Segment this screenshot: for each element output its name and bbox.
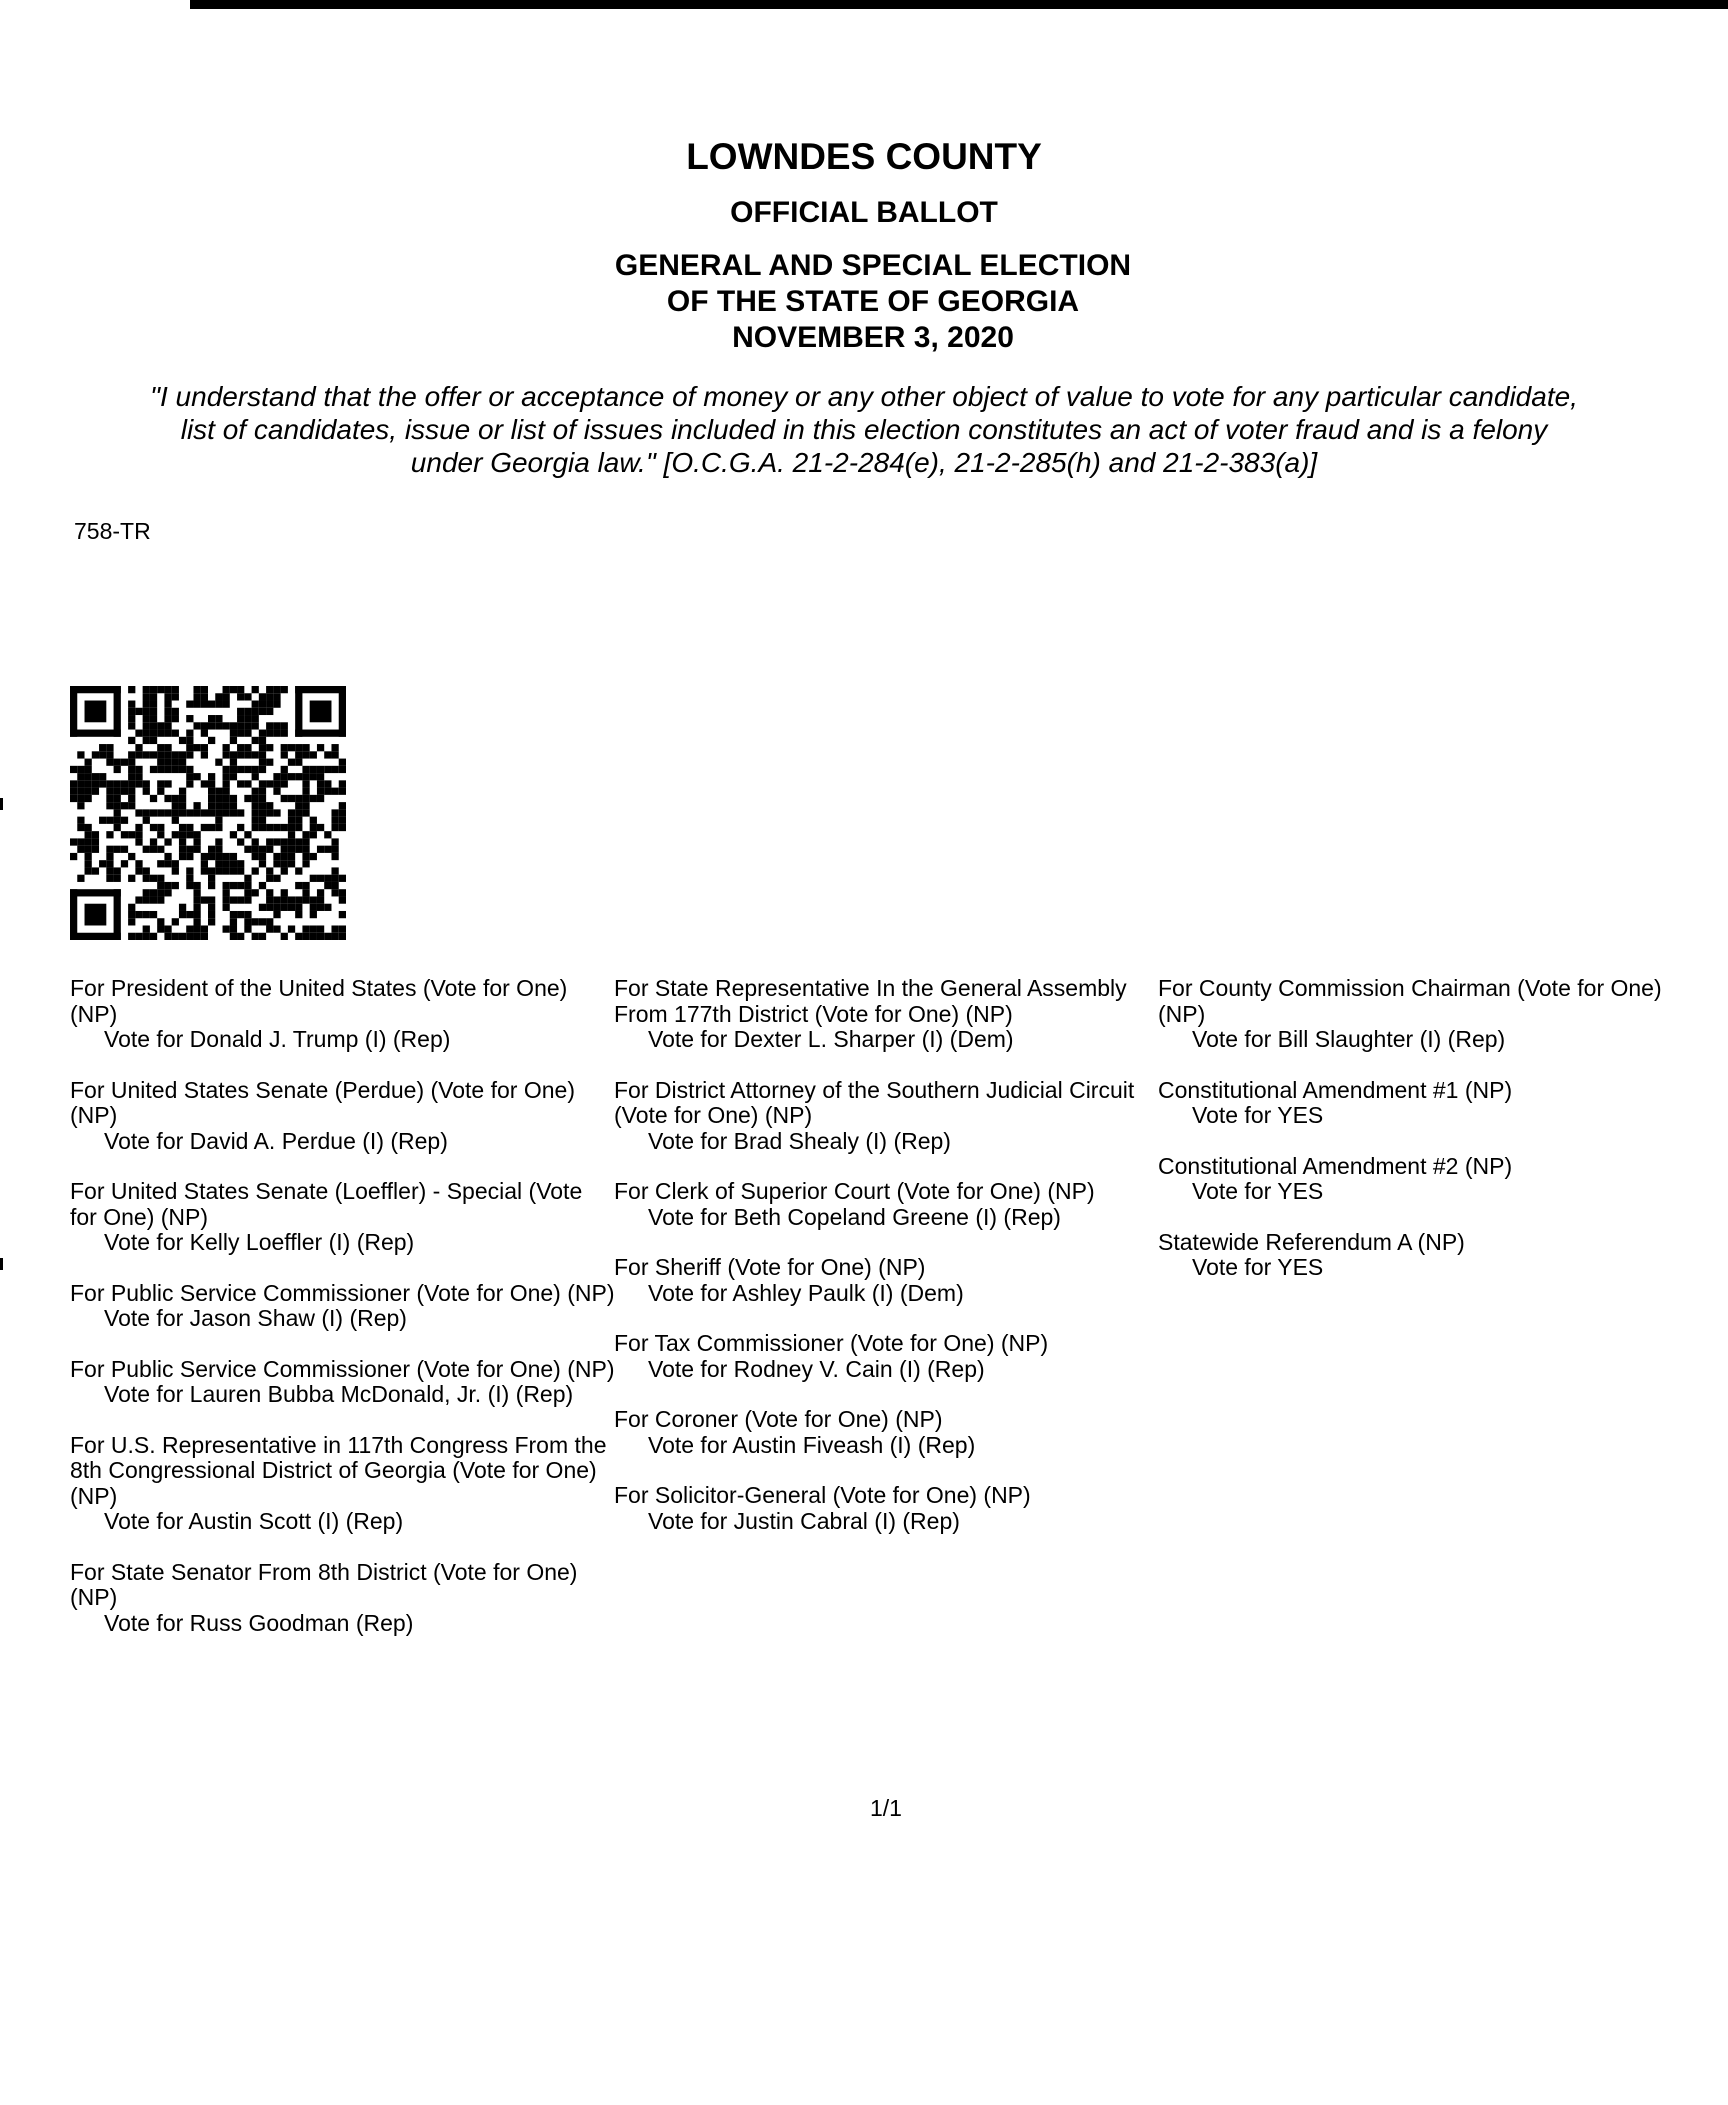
vote-selection: Vote for Dexter L. Sharper (I) (Dem): [648, 1026, 1014, 1052]
contest-title: For U.S. Representative in 117th Congress From the 8th Congressional District of Georgia (Vote for One) (NP): [70, 1431, 607, 1509]
contest-block: [70, 1078, 615, 1155]
voter-oath: [0, 380, 1728, 479]
qr-code: [70, 686, 346, 940]
margin-mark: [0, 1258, 3, 1270]
contest-title: For Solicitor-General (Vote for One) (NP): [614, 1482, 1031, 1508]
vote-selection: Vote for Austin Scott (I) (Rep): [104, 1508, 404, 1534]
vote-selection: Vote for Brad Shealy (I) (Rep): [648, 1127, 951, 1154]
contest-block: [70, 1560, 615, 1637]
contest-title: For Clerk of Superior Court (Vote for One) (NP): [614, 1178, 1095, 1204]
contest-title: For Sheriff (Vote for One) (NP): [614, 1254, 926, 1280]
page-number: 1/1: [870, 1795, 902, 1821]
oath-line-2: list of candidates, issue or list of issues included in this election constitutes an act of voter fraud and is a felony: [180, 414, 1548, 445]
contest-block: [614, 1407, 1159, 1458]
contest-block: [1158, 1154, 1703, 1205]
contest-title: Statewide Referendum A (NP): [1158, 1228, 1465, 1255]
contest-block: [70, 1357, 615, 1408]
contest-title: For State Senator From 8th District (Vote for One) (NP): [70, 1558, 578, 1610]
ballot-type: OFFICIAL BALLOT: [730, 196, 998, 229]
contest-block: [614, 1179, 1159, 1230]
county-title: LOWNDES COUNTY: [686, 136, 1042, 177]
contest-title: For Public Service Commissioner (Vote for One) (NP): [70, 1355, 615, 1382]
vote-selection: Vote for YES: [1192, 1254, 1324, 1280]
top-border: [190, 0, 1728, 9]
vote-selection: Vote for Russ Goodman (Rep): [104, 1609, 414, 1636]
contest-block: [614, 1078, 1159, 1155]
contest-title: For District Attorney of the Southern Judicial Circuit (Vote for One) (NP): [614, 1076, 1135, 1128]
vote-selection: Vote for Rodney V. Cain (I) (Rep): [648, 1355, 985, 1382]
contest-block: [1158, 1078, 1703, 1129]
vote-selection: Vote for Ashley Paulk (I) (Dem): [648, 1279, 964, 1306]
contest-block: [614, 1483, 1159, 1534]
contest-block: [70, 976, 615, 1053]
contest-block: [70, 1179, 615, 1256]
vote-selection: Vote for David A. Perdue (I) (Rep): [104, 1127, 448, 1154]
vote-selection: Vote for Justin Cabral (I) (Rep): [648, 1507, 960, 1534]
contest-title: For United States Senate (Perdue) (Vote for One) (NP): [70, 1076, 575, 1128]
vote-selection: Vote for YES: [1192, 1178, 1324, 1204]
election-line-2: OF THE STATE OF GEORGIA: [666, 285, 1080, 318]
contest-block: [70, 1433, 615, 1535]
contest-title: For County Commission Chairman (Vote for One) (NP): [1158, 975, 1662, 1027]
vote-selection: Vote for Beth Copeland Greene (I) (Rep): [648, 1203, 1061, 1230]
election-title: [0, 248, 1728, 356]
contest-block: [614, 1331, 1159, 1382]
contest-title: Constitutional Amendment #1 (NP): [1158, 1076, 1513, 1103]
vote-selection: Vote for Kelly Loeffler (I) (Rep): [104, 1229, 415, 1255]
contest-title: Constitutional Amendment #2 (NP): [1158, 1152, 1513, 1179]
contest-title: For Public Service Commissioner (Vote for One) (NP): [70, 1279, 615, 1306]
contest-block: [1158, 1230, 1703, 1281]
vote-selection: Vote for Jason Shaw (I) (Rep): [104, 1305, 407, 1331]
contest-title: For Coroner (Vote for One) (NP): [614, 1406, 943, 1432]
contest-column-1: [70, 976, 615, 1661]
contest-block: [70, 1281, 615, 1332]
vote-selection: Vote for Lauren Bubba McDonald, Jr. (I) (Rep): [104, 1381, 574, 1407]
contest-title: For United States Senate (Loeffler) - Special (Vote for One) (NP): [70, 1178, 583, 1230]
contest-block: [614, 1255, 1159, 1306]
contest-title: For Tax Commissioner (Vote for One) (NP): [614, 1330, 1049, 1356]
contest-block: [1158, 976, 1703, 1053]
election-line-1: GENERAL AND SPECIAL ELECTION: [614, 249, 1132, 282]
contest-column-3: [1158, 976, 1703, 1306]
contest-title: For State Representative In the General Assembly From 177th District (Vote for One) (NP): [614, 975, 1127, 1027]
contest-column-2: [614, 976, 1159, 1559]
contest-title: For President of the United States (Vote for One) (NP): [70, 975, 568, 1027]
vote-selection: Vote for Bill Slaughter (I) (Rep): [1192, 1026, 1506, 1052]
ballot-code: 758-TR: [74, 518, 151, 544]
margin-mark: [0, 798, 3, 810]
vote-selection: Vote for YES: [1192, 1102, 1324, 1128]
vote-selection: Vote for Austin Fiveash (I) (Rep): [648, 1431, 976, 1458]
oath-line-1: "I understand that the offer or acceptance of money or any other object of value to vote for any particular candidate,: [150, 381, 1578, 412]
contest-block: [614, 976, 1159, 1053]
election-date: NOVEMBER 3, 2020: [732, 321, 1014, 354]
oath-line-3: under Georgia law." [O.C.G.A. 21-2-284(e), 21-2-285(h) and 21-2-383(a)]: [410, 447, 1318, 478]
vote-selection: Vote for Donald J. Trump (I) (Rep): [104, 1026, 451, 1052]
